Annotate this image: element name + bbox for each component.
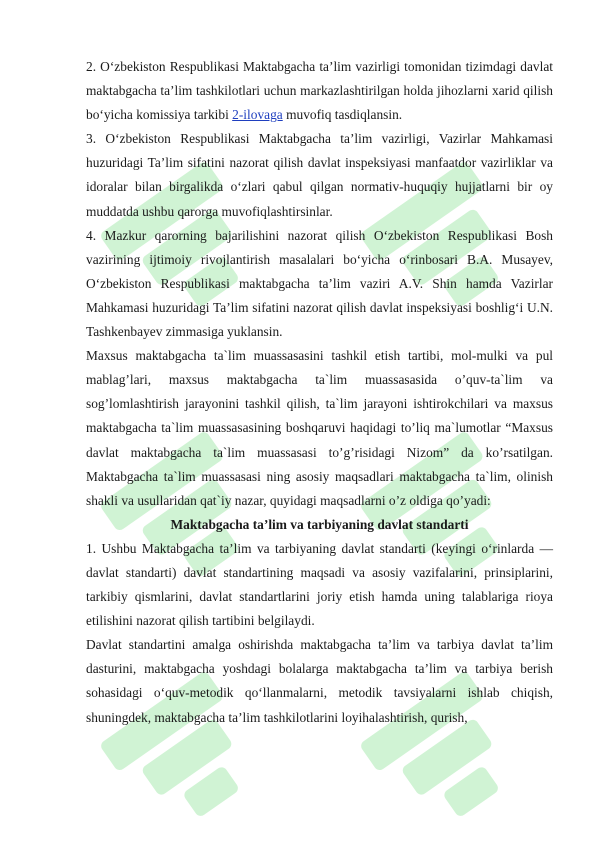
paragraph-special-preschool: Maxsus maktabgacha ta`lim muassasasini tashkil etish tartibi, mol-mulki va pul mablag’lari, maxsus maktabgacha ta`lim muassasasida o’quv-ta`lim va sog’lomlashtirish jarayonini tashkil qilish, ta`lim jarayoni ishtirokchilari va maxsus maktabgacha ta`lim muassasasining boshqaruvi haqidagi to’liq ma`lumotlar “Maxsus davlat maktabgacha ta`lim muassasasi to’g’risidagi Nizom” da ko’rsatilgan. Maktabgacha ta`lim muassasasi ning asosiy maqsadlari maktabgacha ta`lim, olinish shakli va usullaridan qat`iy nazar, quyidagi maqsadlarni o’z oldiga qo’yadi: bbox=[86, 348, 553, 508]
section-heading: Maktabgacha ta’lim va tarbiyaning davlat standarti bbox=[170, 516, 469, 532]
paragraph-standard-1: 1. Ushbu Maktabgacha ta’lim va tarbiyaning davlat standarti (keyingi o‘rinlarda — davlat standarti) davlat standartining maqsadi va asosiy vazifalarini, prinsiplarini, tarkibiy qismlarini, davlat standartlarini joriy etish hamda uning talablariga rioya etilishini nazorat qilish tartibini belgilaydi. bbox=[86, 540, 553, 629]
paragraph-3: 3. O‘zbekiston Respublikasi Maktabgacha ta’lim vazirligi, Vazirlar Mahkamasi huzuridagi Ta’lim sifatini nazorat qilish davlat inspeksiyasi manfaatdor vazirliklar va idoralar bilan birgalikda o‘zlari qabul qilgan normativ-huquqiy hujjatlarni bir oy muddatda ushbu qarorga muvofiqlashtirsinlar. bbox=[86, 131, 553, 219]
paragraph-standard-implementation: Davlat standartini amalga oshirishda maktabgacha ta’lim va tarbiya davlat ta’lim dasturini, maktabgacha yoshdagi bolalarga maktabgacha ta’lim va tarbiya berish sohasidagi o‘quv-metodik qo‘llanmalarni, metodik tavsiyalarni ishlab chiqish, shuningdek, maktabgacha ta’lim tashkilotlarini loyihalashtirish, qurish, bbox=[86, 637, 553, 725]
paragraph-4: 4. Mazkur qarorning bajarilishini nazorat qilish O‘zbekiston Respublikasi Bosh vazirining ijtimoiy rivojlantirish masalalari bo‘yicha o‘rinbosari B.A. Musayev, O‘zbekiston Respublikasi maktabgacha ta’lim vaziri A.V. Shin hamda Vazirlar Mahkamasi huzuridagi Ta’lim sifatini nazorat qilish davlat inspeksiyasi boshlig‘i U.N. Tashkenbayev zimmasiga yuklansin. bbox=[86, 227, 553, 340]
paragraph-2-text: 2. O‘zbekiston Respublikasi Maktabgacha ta’lim vazirligi tomonidan tizimdagi davlat maktabgacha ta’lim tashkilotlari uchun markazlashtirilgan holda jihozlarni xarid qilish bo‘yicha komissiya tarkibi bbox=[86, 59, 553, 123]
paragraph-2 bbox=[86, 55, 553, 127]
paragraph-2-tail: muvofiq tasdiqlansin. bbox=[282, 107, 403, 123]
document-body bbox=[86, 55, 553, 730]
annex-2-link[interactable]: 2-ilovaga bbox=[232, 107, 283, 123]
